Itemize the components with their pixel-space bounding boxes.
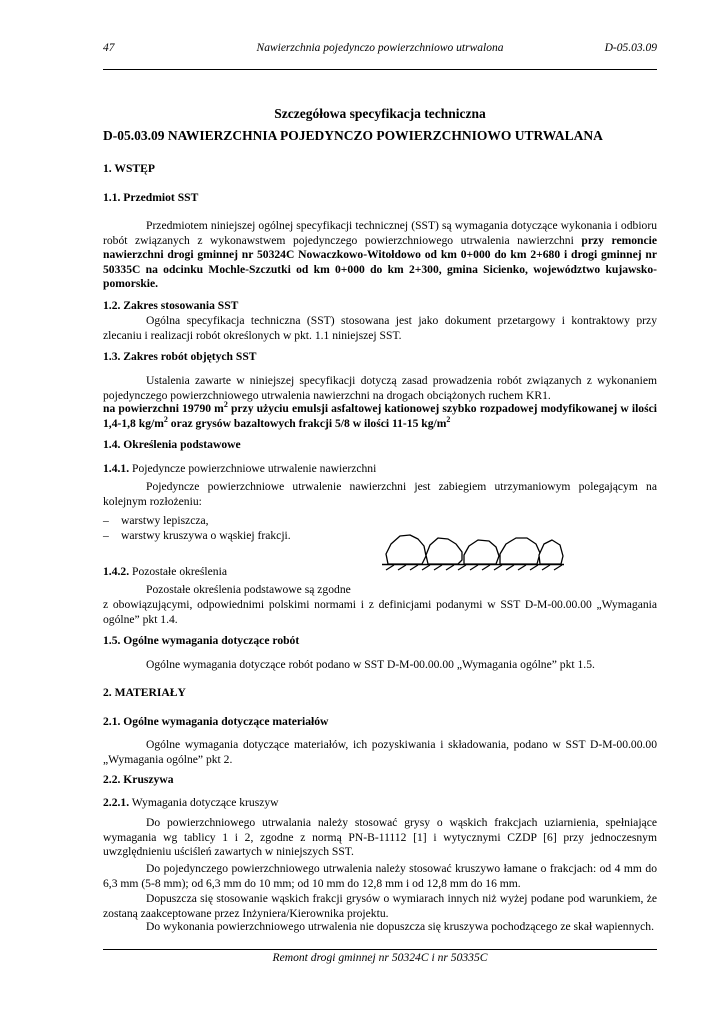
section-heading-2: 2. MATERIAŁY — [103, 686, 186, 699]
paragraph-1-4-1: Pojedyncze powierzchniowe utrwalenie nawierzchni jest zabiegiem utrzymaniowym polegającym na kolejnym rozłożeniu: — [103, 480, 657, 508]
paragraph-2-2-1-b: Do pojedynczego powierzchniowego utrwalenia należy stosować kruszywo łamane o frakcjach: od 4 mm do 6,3 mm (5-8 mm); od 6,3 mm do 10 mm; od 10 mm do 12,8 mm i od 12,8 mm do 16 mm. — [103, 862, 657, 890]
subsection-heading-1-4-2 — [103, 565, 657, 580]
subsection-title: Wymagania dotyczące kruszyw — [129, 796, 279, 809]
paragraph-1-1-bold: przy remoncie nawierzchni drogi gminnej nr 50324C Nowaczkowo-Witołdowo od km 0+000 do km 2+680 i drogi gminnej nr 50335C na odcinku Mochle-Szczutki od km 0+000 do km 2+300, gmina Sicienko, województwo kujawsko-pomorskie. — [103, 233, 658, 291]
list-item — [103, 514, 403, 529]
area-text: na powierzchni 19790 m — [103, 402, 224, 415]
running-footer: Remont drogi gminnej nr 50324C i nr 50335C — [272, 951, 488, 964]
section-heading-2-1: 2.1. Ogólne wymagania dotyczące materiałów — [103, 715, 329, 728]
list-item-text: warstwy kruszywa o wąskiej frakcji. — [121, 528, 291, 542]
subsection-heading-2-2-1 — [103, 796, 657, 811]
header-rule — [103, 69, 657, 70]
paragraph-2-2-1-a: Do powierzchniowego utrwalania należy stosować grysy o wąskich frakcjach uziarnienia, spełniające wymagania wg tablicy 1 i 2, zgodne z normą PN-B-11112 [1] i wytycznymi CZDP [6] przy jednoczesnym uwzględnieniu uściśleń zawartych w niniejszych SST. — [103, 816, 657, 859]
paragraph-1-1 — [103, 219, 657, 292]
document-subtitle: D-05.03.09 NAWIERZCHNIA POJEDYNCZO POWIERZCHNIOWO UTRWALANA — [103, 128, 603, 143]
paragraph-1-3: Ustalenia zawarte w niniejszej specyfikacji dotyczą zasad prowadzenia robót związanych z wykonaniem pojedynczego powierzchniowego utrwalenia nawierzchni na drogach obciążonych ruchem KR1. — [103, 374, 657, 402]
footer-rule — [103, 949, 657, 950]
subsection-title: Pojedyncze powierzchniowe utrwalenie nawierzchni — [129, 462, 377, 475]
paragraph-1-5: Ogólne wymagania dotyczące robót podano w SST D-M-00.00.00 „Wymagania ogólne” pkt 1.5. — [146, 658, 595, 671]
section-heading-1-4: 1.4. Określenia podstawowe — [103, 438, 241, 451]
paragraph-1-3-bold — [103, 402, 657, 431]
running-header — [103, 41, 657, 57]
paragraph-1-4-2: z obowiązującymi, odpowiednimi polskimi normami i z definicjami podanymi w SST D-M-00.00.00 „Wymagania ogólne” pkt 1.4. — [103, 598, 657, 626]
section-heading-1-1: 1.1. Przedmiot SST — [103, 191, 199, 204]
section-heading-1-5: 1.5. Ogólne wymagania dotyczące robót — [103, 634, 300, 647]
list-item — [103, 529, 403, 544]
paragraph-1-1-text: Przedmiotem niniejszej ogólnej specyfikacji technicznej (SST) są wymagania dotyczące wykonania i odbioru robót związanych z wykonawstwem pojedynczego powierzchniowego utrwalenia nawierzchni — [103, 219, 657, 247]
list-dash: – — [103, 514, 109, 527]
section-heading-1: 1. WSTĘP — [103, 162, 155, 175]
subsection-heading-1-4-1 — [103, 462, 657, 477]
superscript: 2 — [223, 400, 228, 409]
section-heading-2-2: 2.2. Kruszywa — [103, 773, 174, 786]
aggregate-text: oraz grysów bazaltowych frakcji 5/8 w ilości 11-15 kg/m — [167, 416, 447, 430]
page-number: 47 — [103, 42, 115, 54]
paragraph-2-2-1-c: Dopuszcza się stosowanie wąskich frakcji grysów o wymiarach innych niż wyżej podane pod warunkiem, że zostaną zaakceptowane przez Inżyniera/Kierownika projektu. — [103, 892, 657, 920]
paragraph-2-2-1-d: Do wykonania powierzchniowego utrwalenia nie dopuszcza się kruszywa pochodzącego ze skał wapiennych. — [146, 920, 655, 933]
paragraph-1-4-2-line1: Pozostałe określenia podstawowe są zgodne — [146, 583, 351, 596]
section-heading-1-3: 1.3. Zakres robót objętych SST — [103, 350, 257, 363]
paragraph-1-2: Ogólna specyfikacja techniczna (SST) stosowana jest jako dokument przetargowy i kontraktowy przy zlecaniu i realizacji robót określonych w pkt. 1.1 niniejszej SST. — [103, 314, 657, 342]
header-code: D-05.03.09 — [604, 42, 657, 54]
materials-list — [103, 514, 403, 543]
subsection-number: 2.2.1. — [103, 796, 130, 809]
subsection-title: Pozostałe określenia — [129, 565, 227, 578]
header-title: Nawierzchnia pojedynczo powierzchniowo utrwalona — [256, 42, 504, 54]
list-dash: – — [103, 528, 109, 542]
emulsion-text: przy użyciu emulsji asfaltowej kationowej szybko rozpadowej modyfikowanej w ilości 1,4-1,8 kg/m — [103, 402, 657, 430]
superscript: 2 — [163, 414, 168, 424]
section-heading-1-2: 1.2. Zakres stosowania SST — [103, 299, 239, 312]
superscript: 2 — [446, 414, 451, 424]
document-title: Szczegółowa specyfikacja techniczna — [274, 106, 486, 121]
list-item-text: warstwy lepiszcza, — [121, 514, 209, 527]
subsection-number: 1.4.2. — [103, 565, 130, 578]
subsection-number: 1.4.1. — [103, 462, 130, 475]
paragraph-2-1: Ogólne wymagania dotyczące materiałów, ich pozyskiwania i składowania, podano w SST D-M-00.00.00 „Wymagania ogólne” pkt 2. — [103, 738, 657, 766]
